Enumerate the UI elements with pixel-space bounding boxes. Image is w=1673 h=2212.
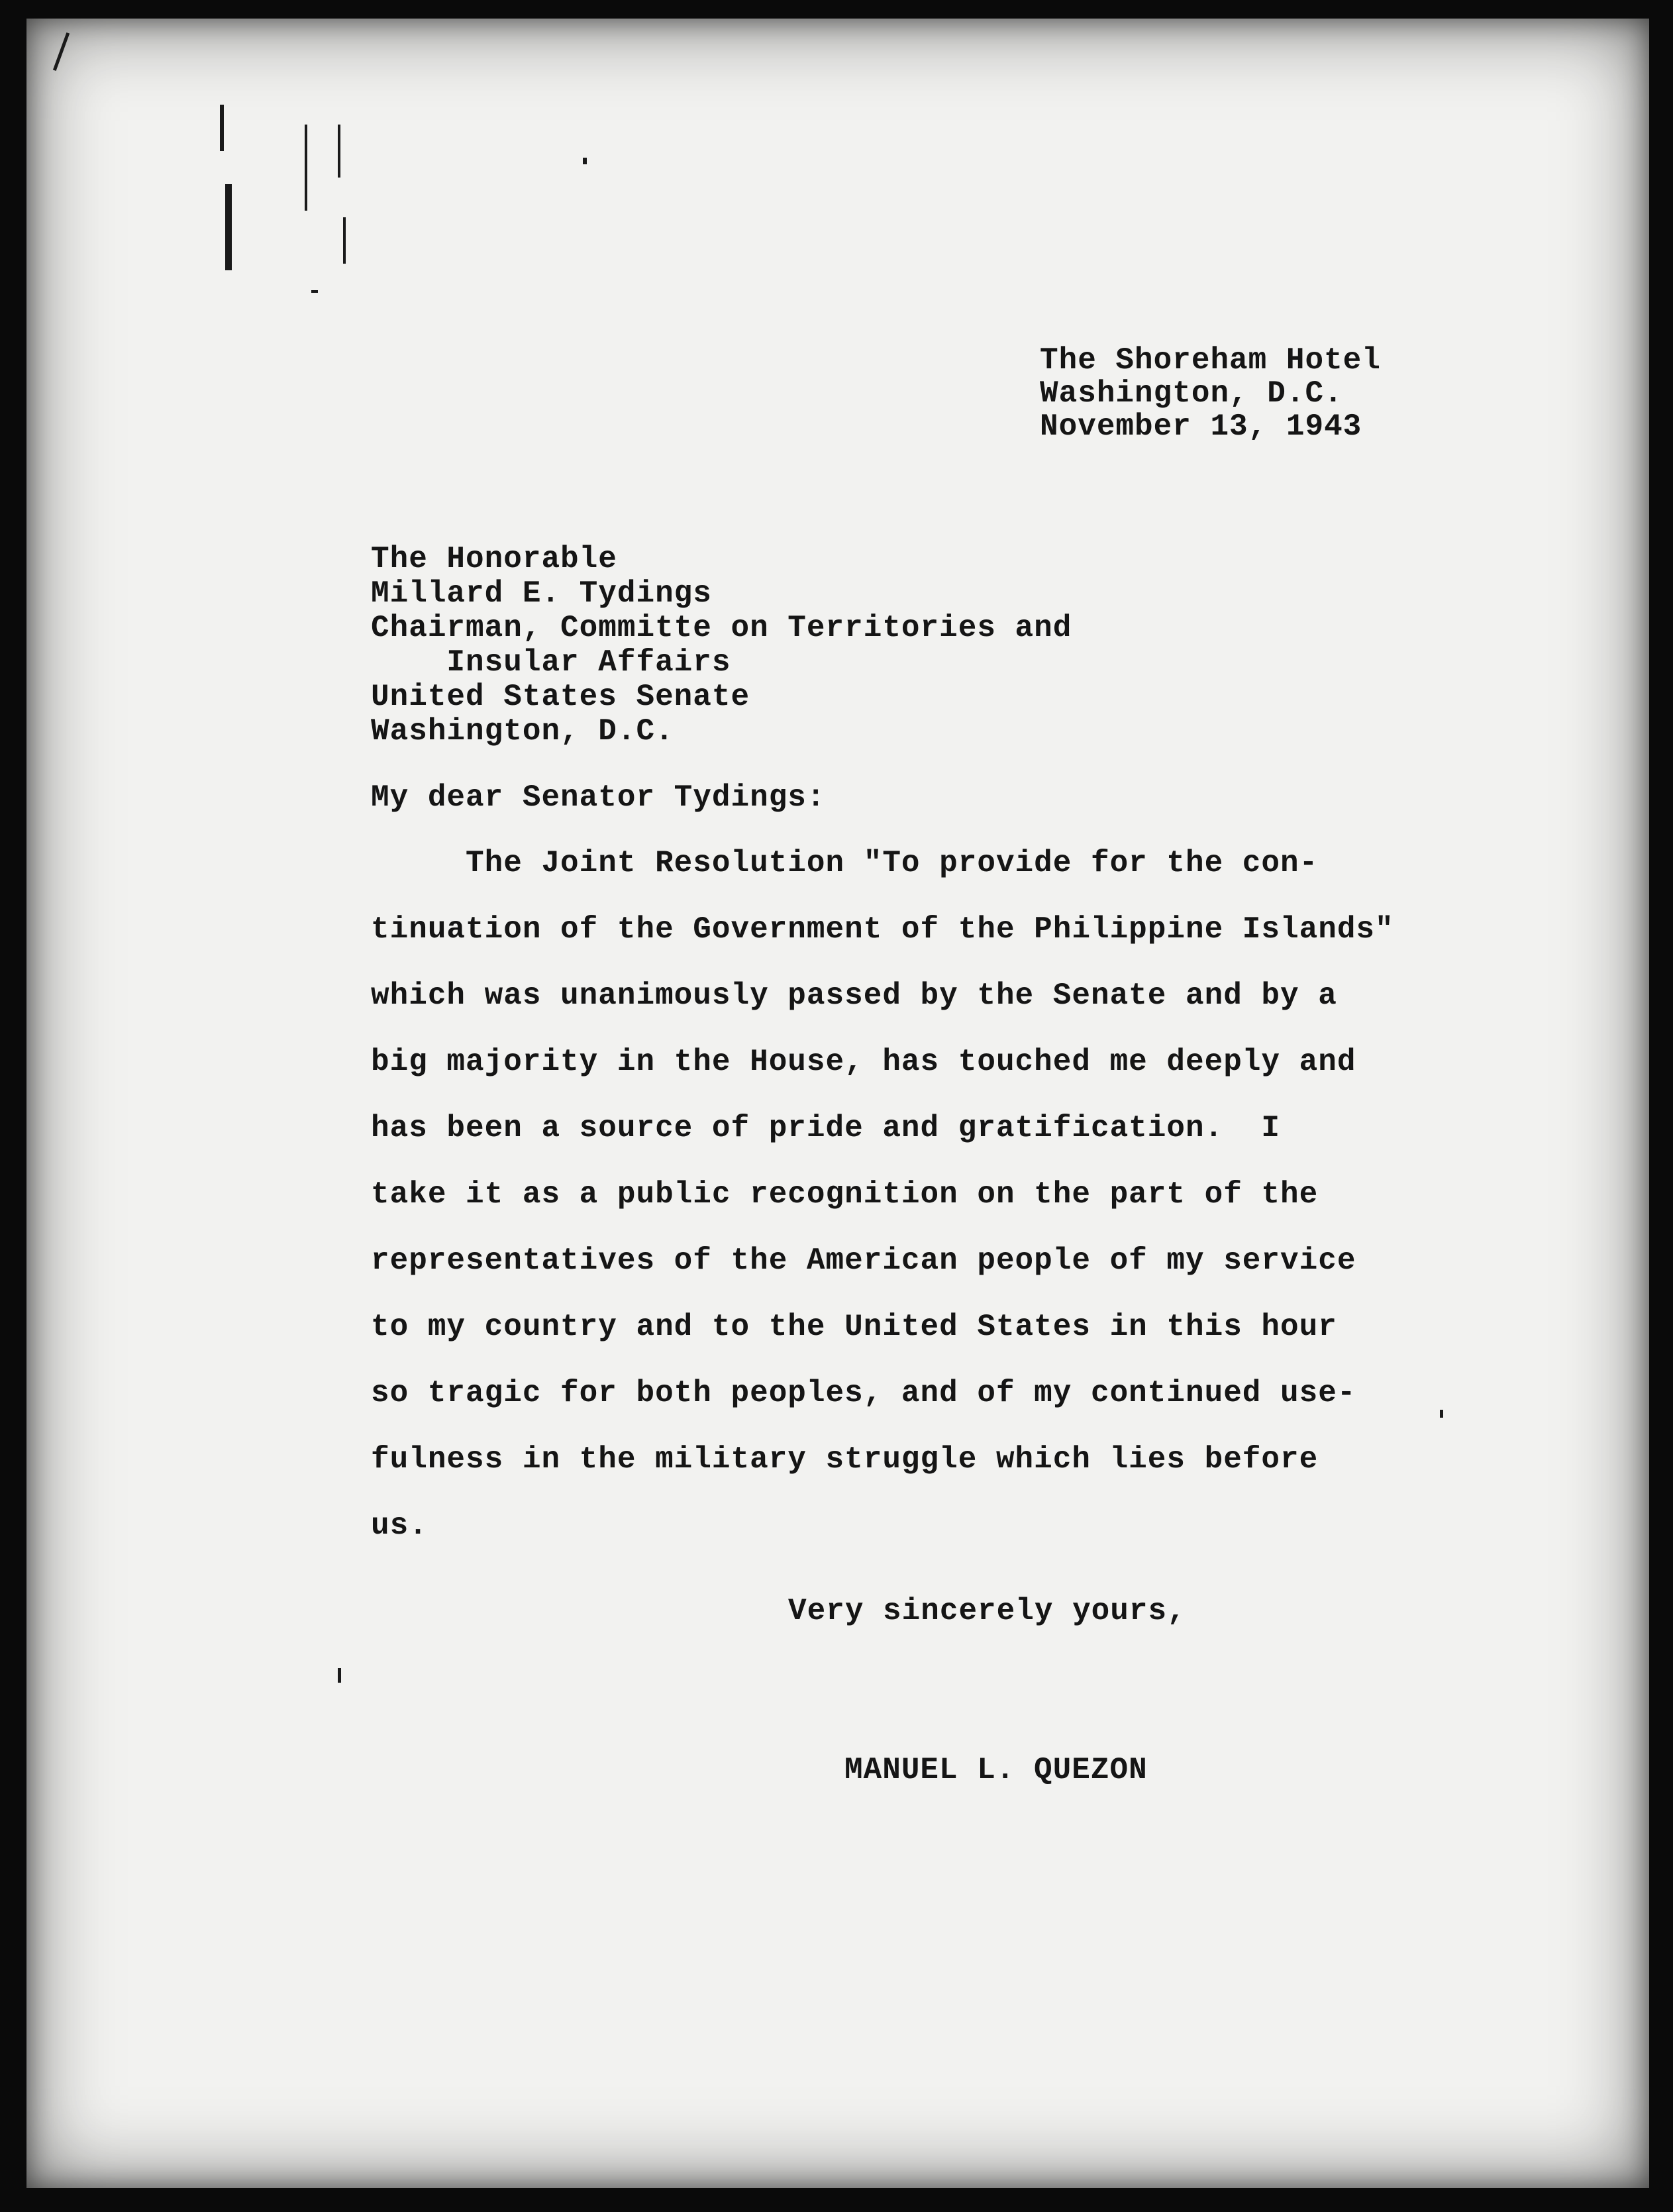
scan-mark — [343, 217, 346, 264]
recipient-position-cont: Insular Affairs — [371, 645, 731, 680]
scan-mark — [311, 290, 318, 293]
scan-mark — [225, 184, 232, 270]
closing: Very sincerely yours, — [788, 1594, 1186, 1628]
scan-mark — [338, 125, 340, 178]
salutation: My dear Senator Tydings: — [371, 780, 826, 815]
recipient-name: Millard E. Tydings — [371, 576, 712, 611]
letter-page — [26, 19, 1649, 2188]
letterhead-place: The Shoreham Hotel — [1040, 343, 1381, 378]
body-line: so tragic for both peoples, and of my continued use- — [371, 1376, 1356, 1410]
recipient-city: Washington, D.C. — [371, 714, 674, 749]
scan-mark — [338, 1668, 341, 1683]
body-line: fulness in the military struggle which lies before — [371, 1442, 1319, 1477]
body-line: has been a source of pride and gratification. I — [371, 1111, 1281, 1145]
recipient-title: The Honorable — [371, 542, 617, 576]
body-line: us. — [371, 1508, 428, 1543]
letter-date: November 13, 1943 — [1040, 409, 1362, 444]
body-line: The Joint Resolution "To provide for the con- — [371, 846, 1319, 880]
recipient-organization: United States Senate — [371, 680, 750, 714]
scan-mark — [1440, 1410, 1443, 1418]
recipient-position: Chairman, Committe on Territories and — [371, 611, 1072, 645]
scan-mark — [220, 105, 224, 151]
scan-mark — [583, 158, 587, 164]
body-line: to my country and to the United States in this hour — [371, 1310, 1337, 1344]
signature-name: MANUEL L. QUEZON — [844, 1753, 1148, 1787]
scan-mark — [305, 125, 307, 211]
body-line: tinuation of the Government of the Philippine Islands" — [371, 912, 1394, 947]
scan-mark — [53, 32, 70, 71]
body-line: take it as a public recognition on the part of the — [371, 1177, 1319, 1212]
body-line: big majority in the House, has touched me deeply and — [371, 1045, 1356, 1079]
body-line: which was unanimously passed by the Senate and by a — [371, 978, 1337, 1013]
letterhead-city: Washington, D.C. — [1040, 376, 1343, 411]
body-line: representatives of the American people of my service — [371, 1243, 1356, 1278]
